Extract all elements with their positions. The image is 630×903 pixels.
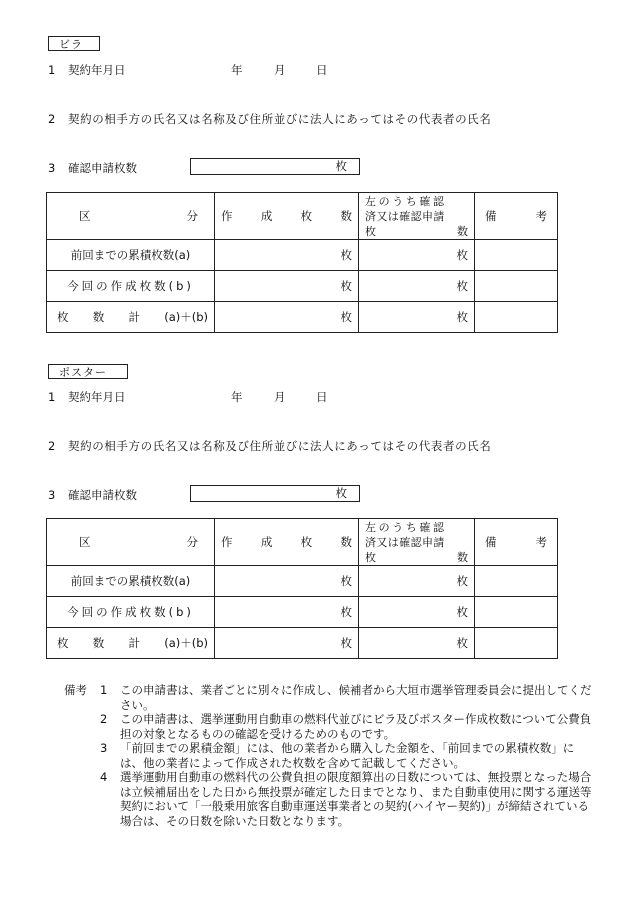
- month-label: 月: [274, 63, 286, 77]
- remarks-cell[interactable]: [475, 302, 558, 333]
- remarks-cell[interactable]: [475, 597, 558, 628]
- poster-table: [46, 518, 558, 659]
- confirmed-count-cell[interactable]: 枚: [359, 597, 475, 628]
- notes-section: [64, 683, 594, 828]
- note-text: 選挙運動用自動車の燃料代の公費負担の限度額算出の日数については、無投票となった場合は立候補届出をした日から無投票が確定した日までとなり、また自動車使用に関する運送等契約において「一般乗用旅客自動車運送事業者との契約(ハイヤー契約)」が締結されている場合は、その日数を除いた日数となります。: [120, 770, 592, 828]
- table-row: [47, 597, 558, 628]
- header-confirmed-count: 左のうち確認 済又は確認申請 枚 数: [359, 519, 475, 566]
- bira-count-field[interactable]: [190, 158, 360, 175]
- header-category: 区 分: [47, 519, 215, 566]
- counterparty-label: 契約の相手方の氏名又は名称及び住所並びに法人にあってはその代表者の氏名: [68, 439, 492, 453]
- created-count-cell[interactable]: 枚: [215, 240, 359, 271]
- table-row: [47, 566, 558, 597]
- row-label: 前回までの累積枚数(a): [47, 240, 215, 271]
- note-text: 「前回までの累積金額」には、他の業者から購入した金額を、「前回までの累積枚数」には、他の業者によって作成された枚数を含めて記載してください。: [120, 741, 575, 770]
- confirmed-count-cell[interactable]: 枚: [359, 628, 475, 659]
- table-header-row: [47, 519, 558, 566]
- section-label-poster: ポスター: [48, 364, 128, 379]
- note-text: この申請書は、業者ごとに別々に作成し、候補者から大垣市選挙管理委員会に提出してください。: [120, 683, 592, 712]
- item-number: 2: [48, 112, 56, 126]
- note-item: [64, 683, 594, 712]
- year-label: 年: [231, 63, 243, 77]
- bira-counterparty-row: [48, 111, 491, 127]
- confirmed-count-cell[interactable]: 枚: [359, 302, 475, 333]
- table-header-row: [47, 193, 558, 240]
- header-category: 区 分: [47, 193, 215, 240]
- month-label: 月: [274, 390, 286, 404]
- bira-count-row: [48, 160, 137, 176]
- contract-date-label: 契約年月日: [68, 63, 126, 77]
- table-row: [47, 628, 558, 659]
- remarks-cell[interactable]: [475, 628, 558, 659]
- created-count-cell[interactable]: 枚: [215, 597, 359, 628]
- note-number: 4: [100, 770, 108, 784]
- note-number: 2: [100, 712, 108, 726]
- note-number: 3: [100, 741, 108, 755]
- bira-date-fields: [231, 62, 328, 78]
- poster-count-row: [48, 487, 137, 503]
- remarks-cell[interactable]: [475, 271, 558, 302]
- year-label: 年: [231, 390, 243, 404]
- remarks-cell[interactable]: [475, 566, 558, 597]
- created-count-cell[interactable]: 枚: [215, 302, 359, 333]
- created-count-cell[interactable]: 枚: [215, 271, 359, 302]
- item-number: 2: [48, 439, 56, 453]
- note-item: [64, 741, 594, 770]
- unit-label: 枚: [335, 159, 347, 173]
- header-confirmed-count: 左のうち確認 済又は確認申請 枚 数: [359, 193, 475, 240]
- unit-label: 枚: [335, 486, 347, 500]
- row-label-total: 枚 数 計 (a)＋(b): [47, 302, 215, 333]
- row-label: 今回の作成枚数(b): [47, 271, 215, 302]
- bira-contract-date-row: [48, 62, 126, 78]
- poster-count-field[interactable]: [190, 485, 360, 502]
- table-row: [47, 240, 558, 271]
- remarks-cell[interactable]: [475, 240, 558, 271]
- note-item: [64, 770, 594, 828]
- poster-counterparty-row: [48, 438, 491, 454]
- count-label: 確認申請枚数: [68, 161, 137, 175]
- table-row: [47, 302, 558, 333]
- bira-table: [46, 192, 558, 333]
- note-number: 1: [100, 683, 108, 697]
- header-remarks: 備 考: [475, 519, 558, 566]
- item-number: 3: [48, 488, 56, 502]
- contract-date-label: 契約年月日: [68, 390, 126, 404]
- day-label: 日: [316, 390, 328, 404]
- row-label: 今回の作成枚数(b): [47, 597, 215, 628]
- created-count-cell[interactable]: 枚: [215, 628, 359, 659]
- header-created-count: 作 成 枚 数: [215, 193, 359, 240]
- poster-contract-date-row: [48, 389, 126, 405]
- count-label: 確認申請枚数: [68, 488, 137, 502]
- header-created-count: 作 成 枚 数: [215, 519, 359, 566]
- note-text: この申請書は、選挙運動用自動車の燃料代並びにビラ及びポスター作成枚数について公費負担の対象となるものの確認を受けるためのものです。: [120, 712, 592, 741]
- table-row: [47, 271, 558, 302]
- item-number: 3: [48, 161, 56, 175]
- notes-label: 備考: [64, 683, 87, 697]
- created-count-cell[interactable]: 枚: [215, 566, 359, 597]
- poster-date-fields: [231, 389, 328, 405]
- confirmed-count-cell[interactable]: 枚: [359, 566, 475, 597]
- section-label-bira: ビラ: [48, 36, 100, 51]
- row-label: 前回までの累積枚数(a): [47, 566, 215, 597]
- confirmed-count-cell[interactable]: 枚: [359, 271, 475, 302]
- note-item: [64, 712, 594, 741]
- confirmed-count-cell[interactable]: 枚: [359, 240, 475, 271]
- row-label-total: 枚 数 計 (a)＋(b): [47, 628, 215, 659]
- item-number: 1: [48, 390, 56, 404]
- day-label: 日: [316, 63, 328, 77]
- item-number: 1: [48, 63, 56, 77]
- header-remarks: 備 考: [475, 193, 558, 240]
- counterparty-label: 契約の相手方の氏名又は名称及び住所並びに法人にあってはその代表者の氏名: [68, 112, 492, 126]
